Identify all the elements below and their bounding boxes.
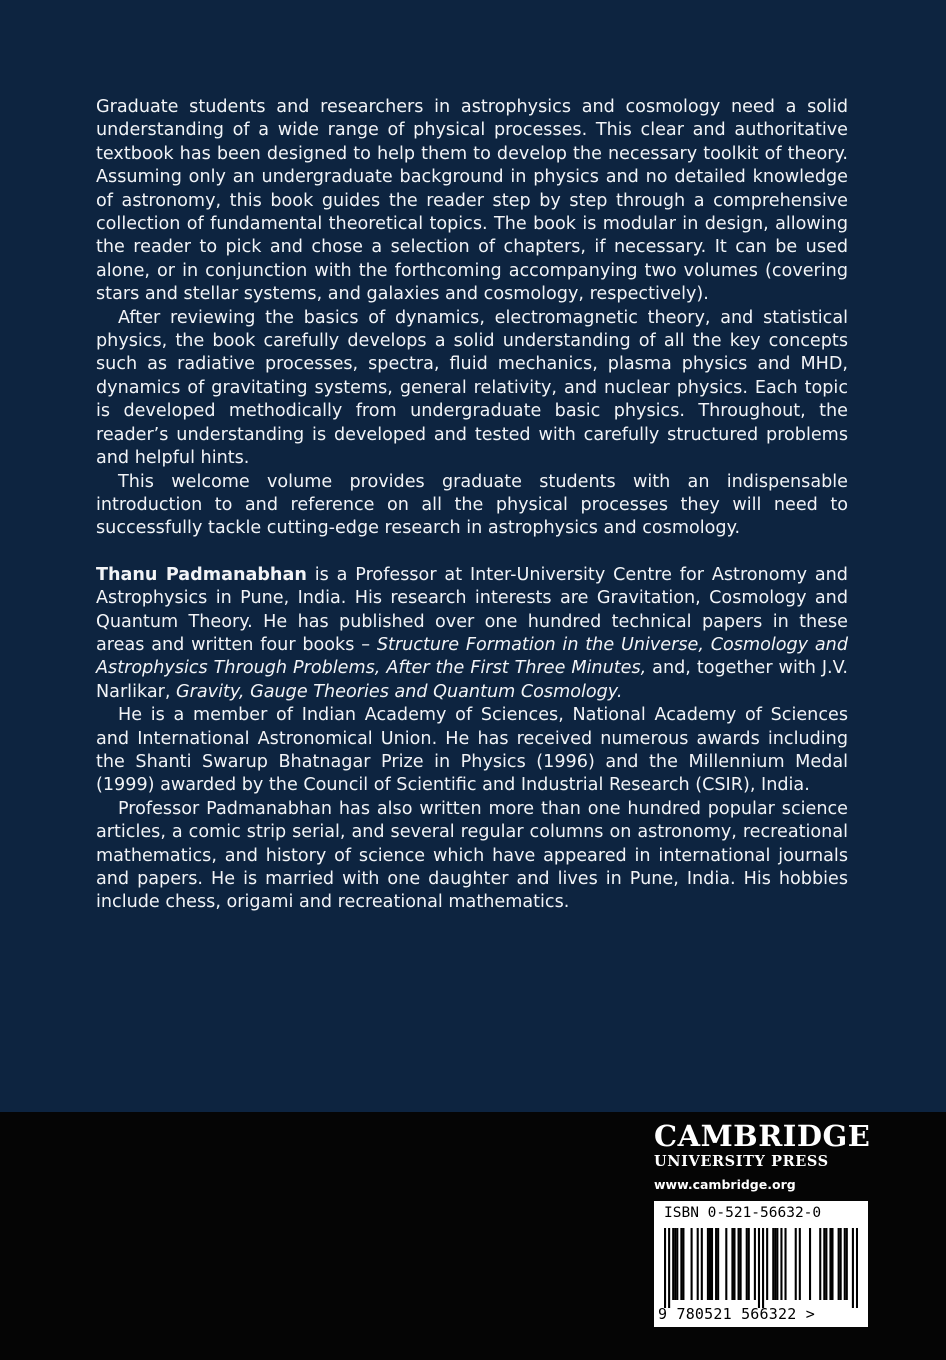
barcode-bar	[717, 1228, 719, 1300]
ean-digits: 9 780521 566322 >	[658, 1305, 815, 1323]
barcode-bar	[838, 1228, 840, 1300]
blurb-text	[96, 96, 848, 915]
publisher-logo	[654, 1120, 884, 1195]
barcode-bar	[780, 1228, 782, 1300]
barcode-bar	[668, 1228, 670, 1308]
barcode-bar	[672, 1228, 674, 1300]
barcode-bar	[762, 1228, 764, 1308]
barcode-bar	[746, 1228, 748, 1300]
blurb-paragraph-2: After reviewing the basics of dynamics, electromagnetic theory, and statistical physics, the book carefully develops a solid understanding of all the key concepts such as radiative processes, spectra, fluid mechanics, plasma physics and MHD, dynamics of gravitating systems, general relativity, and nuclear physics. Each topic is developed methodically from undergraduate basic physics. Throughout, the reader’s understanding is developed and tested with carefully structured problems and helpful hints.	[96, 307, 848, 469]
barcode-bar	[709, 1228, 711, 1300]
barcode-bar	[840, 1228, 842, 1300]
barcode-bar	[823, 1228, 825, 1300]
barcode-bar	[697, 1228, 699, 1300]
barcode-bar	[846, 1228, 848, 1300]
author-bio-paragraph-1	[96, 564, 848, 704]
barcode-bar	[691, 1228, 693, 1300]
isbn-label: ISBN 0-521-56632-0	[664, 1205, 822, 1221]
blurb-paragraph-1: Graduate students and researchers in astrophysics and cosmology need a solid understanding of a wide range of physical processes. This clear and authoritative textbook has been designed to help them to develop the necessary toolkit of theory. Assuming only an undergraduate background in physics and no detailed knowledge of astronomy, this book guides the reader step by step through a comprehensive collection of fundamental theoretical topics. The book is modular in design, allowing the reader to pick and chose a selection of chapters, if necessary. It can be used alone, or in conjunction with the forthcoming accompanying two volumes (covering stars and stellar systems, and galaxies and cosmology, respectively).	[96, 97, 848, 305]
barcode-bar	[852, 1228, 854, 1308]
barcode-bar	[711, 1228, 713, 1300]
barcode-bar	[844, 1228, 846, 1300]
barcode-bar	[738, 1228, 740, 1300]
barcode-panel	[654, 1201, 868, 1327]
publisher-subname: UNIVERSITY PRESS	[654, 1153, 829, 1170]
author-bio-paragraph-2: He is a member of Indian Academy of Sciences, National Academy of Sciences and International Astronomical Union. He has received numerous awards including the Shanti Swarup Bhatnagar Prize in Physics (1996) and the Millennium Medal (1999) awarded by the Council of Scientific and Industrial Research (CSIR), India.	[96, 705, 848, 796]
barcode-bar	[680, 1228, 682, 1300]
author-bio-paragraph-3: Professor Padmanabhan has also written more than one hundred popular science articles, a comic strip serial, and several regular columns on astronomy, recreational mathematics, and history of science which have appeared in international journals and papers. He is married with one daughter and lives in Pune, India. His hobbies include chess, origami and recreational mathematics.	[96, 798, 848, 913]
barcode-bar	[766, 1228, 768, 1300]
barcode-bar	[758, 1228, 760, 1308]
barcode-bar	[725, 1228, 727, 1300]
barcode-bar	[701, 1228, 703, 1300]
barcode-bar	[799, 1228, 801, 1300]
barcode-bar	[748, 1228, 750, 1300]
barcode-bar	[664, 1228, 666, 1308]
author-books-list: Structure Formation in the Universe, Cosmology and Astrophysics Through Problems, After the First Three Minutes,	[96, 634, 849, 679]
barcode-bar	[795, 1228, 797, 1300]
barcode-bar	[809, 1228, 811, 1300]
barcode-bar	[731, 1228, 733, 1300]
barcode-bar	[774, 1228, 776, 1300]
barcode-bar	[740, 1228, 742, 1300]
barcode-bar	[829, 1228, 831, 1300]
barcode-bar	[856, 1228, 858, 1308]
publisher-website: www.cambridge.org	[654, 1177, 796, 1192]
barcode-bar	[676, 1228, 678, 1300]
author-book-last: Gravity, Gauge Theories and Quantum Cosmology.	[176, 681, 623, 702]
barcode-bar	[715, 1228, 717, 1300]
barcode-bar	[674, 1228, 676, 1300]
author-name: Thanu Padmanabhan	[96, 564, 307, 585]
barcode-bar	[733, 1228, 735, 1300]
barcode-bar	[707, 1228, 709, 1300]
barcode-bar	[776, 1228, 778, 1300]
barcode-bar	[772, 1228, 774, 1300]
author-books-join: and, together with J.V. Narlikar,	[96, 658, 848, 702]
blurb-paragraph-3: This welcome volume provides graduate students with an indispensable introduction to and reference on all the physical processes they will need to successfully tackle cutting-edge research in astrophysics and cosmology.	[96, 471, 848, 539]
barcode-bar	[784, 1228, 786, 1300]
publisher-name: CAMBRIDGE	[654, 1119, 871, 1153]
barcode-bar	[754, 1228, 756, 1300]
barcode-bar	[831, 1228, 833, 1300]
barcode-bar	[825, 1228, 827, 1300]
author-intro: is a Professor at Inter-University Centre for Astronomy and Astrophysics in Pune, India. His research interests are Gravitation, Cosmology and Quantum Theory. He has published over one hundred technical papers in these areas and written four books –	[96, 564, 848, 655]
barcode-bar	[682, 1228, 684, 1300]
barcode-graphic	[664, 1228, 858, 1308]
barcode-bar	[819, 1228, 821, 1300]
